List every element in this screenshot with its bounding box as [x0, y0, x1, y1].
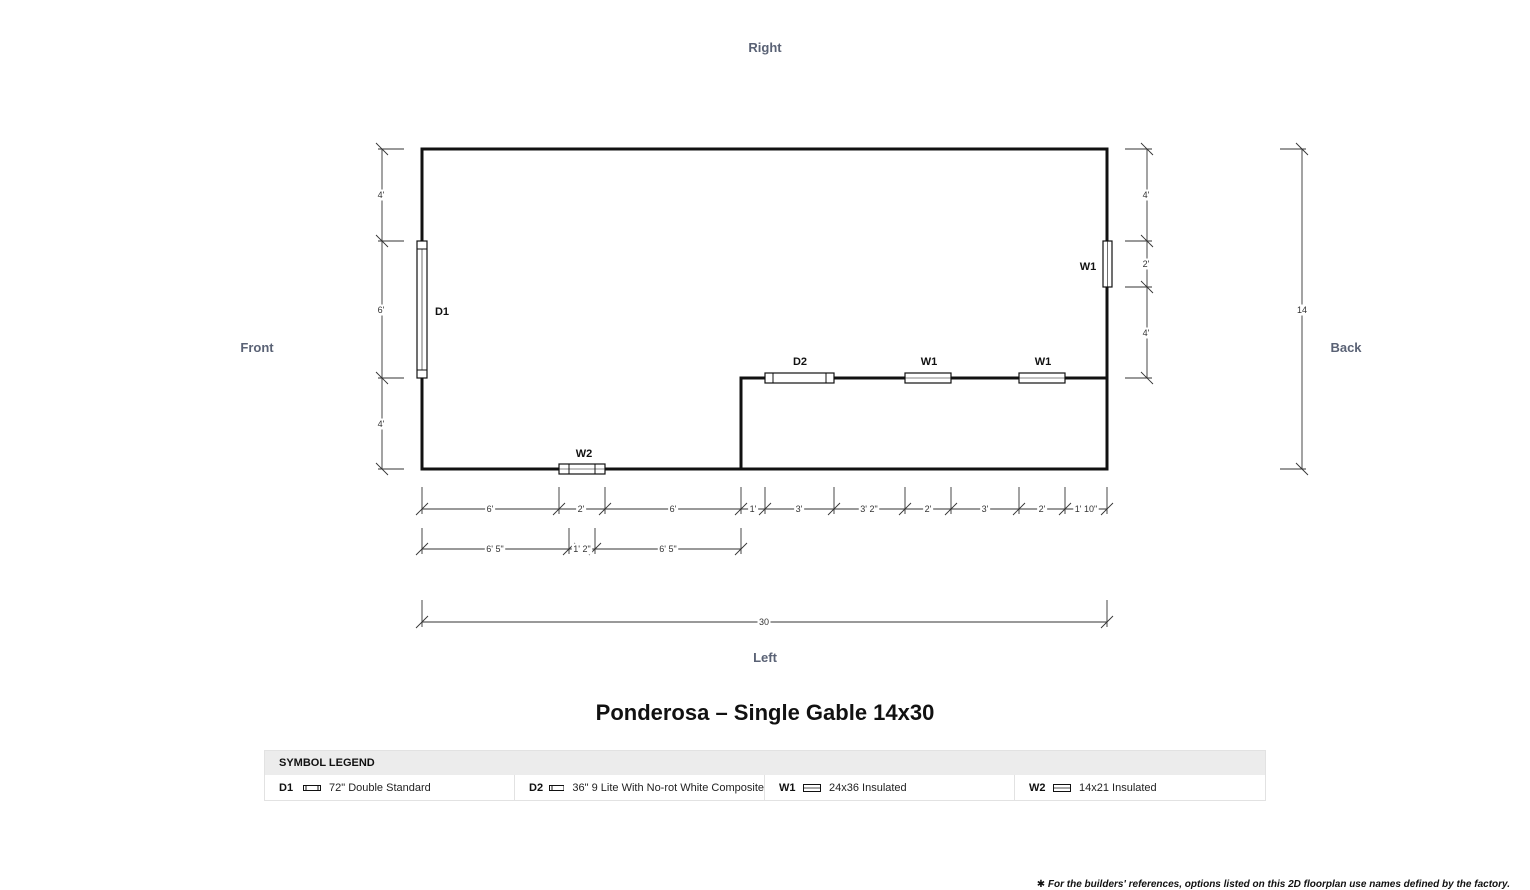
dim-bottom-1: 6' — [486, 504, 494, 514]
opening-w1-porch-a — [905, 356, 951, 383]
legend-desc: 36" 9 Lite With No-rot White Composite — [572, 781, 764, 794]
opening-d2 — [765, 356, 834, 383]
legend-code: W2 — [1029, 781, 1046, 794]
dim-bottom-2: 2' — [577, 504, 585, 514]
legend-code: W1 — [779, 781, 796, 794]
footnote: ✱ For the builders' references, options listed on this 2D floorplan use names defined by the factory. — [1036, 879, 1510, 890]
dim-bottom-8: 3' — [981, 504, 989, 514]
symbol-legend — [264, 750, 1266, 801]
legend-item-d2 — [515, 775, 765, 800]
dim-right-3: 4' — [1142, 328, 1150, 338]
outer-wall — [422, 149, 1107, 469]
side-label-left: Left — [753, 650, 777, 665]
legend-item-w2 — [1015, 775, 1265, 800]
door-symbol-icon — [303, 784, 321, 792]
w1-b-tag: W1 — [1034, 356, 1052, 368]
dim-left-2: 6' — [377, 305, 385, 315]
dim-overall-depth: 14 — [1296, 305, 1308, 315]
w1-a-tag: W1 — [920, 356, 938, 368]
opening-w1-porch-b — [1019, 356, 1065, 383]
legend-heading: SYMBOL LEGEND — [265, 751, 1265, 775]
dimension-texts — [376, 190, 1308, 628]
door-symbol-icon — [549, 784, 564, 792]
side-label-back: Back — [1330, 340, 1362, 355]
dim-overall-length: 30 — [758, 617, 770, 627]
side-label-right: Right — [748, 40, 782, 55]
dim-bottom-5: 3' — [795, 504, 803, 514]
side-label-front: Front — [240, 340, 274, 355]
legend-item-w1 — [765, 775, 1015, 800]
porch-wall — [741, 378, 1107, 469]
dim-right-2: 2' — [1142, 259, 1150, 269]
d2-tag: D2 — [792, 356, 808, 368]
legend-desc: 72" Double Standard — [329, 781, 431, 794]
dim-bottom-9: 2' — [1038, 504, 1046, 514]
dim-left-1: 4' — [377, 190, 385, 200]
legend-item-d1 — [265, 775, 515, 800]
opening-w2 — [559, 448, 605, 474]
legend-desc: 24x36 Insulated — [829, 781, 907, 794]
dim-right-1: 4' — [1142, 190, 1150, 200]
legend-code: D1 — [279, 781, 294, 794]
dimension-lines — [376, 143, 1308, 628]
building-walls — [422, 149, 1107, 469]
window-symbol-icon — [1053, 784, 1071, 792]
dim-bottom2-2: 1' 2" — [573, 544, 591, 554]
d1-tag: D1 — [434, 306, 450, 318]
dim-bottom-4: 1' — [749, 504, 757, 514]
legend-desc: 14x21 Insulated — [1079, 781, 1157, 794]
w1-right-tag: W1 — [1079, 261, 1097, 273]
dim-bottom2-1: 6' 5" — [486, 544, 504, 554]
dim-bottom-3: 6' — [669, 504, 677, 514]
legend-row — [265, 775, 1265, 800]
dim-left-3: 4' — [377, 419, 385, 429]
plan-title: Ponderosa – Single Gable 14x30 — [595, 700, 935, 725]
dim-bottom2-3: 6' 5" — [659, 544, 677, 554]
dim-bottom-10: 1' 10" — [1074, 504, 1098, 514]
opening-d1 — [417, 241, 449, 378]
legend-code: D2 — [529, 781, 544, 794]
dim-bottom-6: 3' 2" — [860, 504, 878, 514]
w2-tag: W2 — [575, 448, 593, 460]
opening-w1-right — [1080, 241, 1112, 287]
dim-bottom-7: 2' — [924, 504, 932, 514]
window-symbol-icon — [803, 784, 821, 792]
